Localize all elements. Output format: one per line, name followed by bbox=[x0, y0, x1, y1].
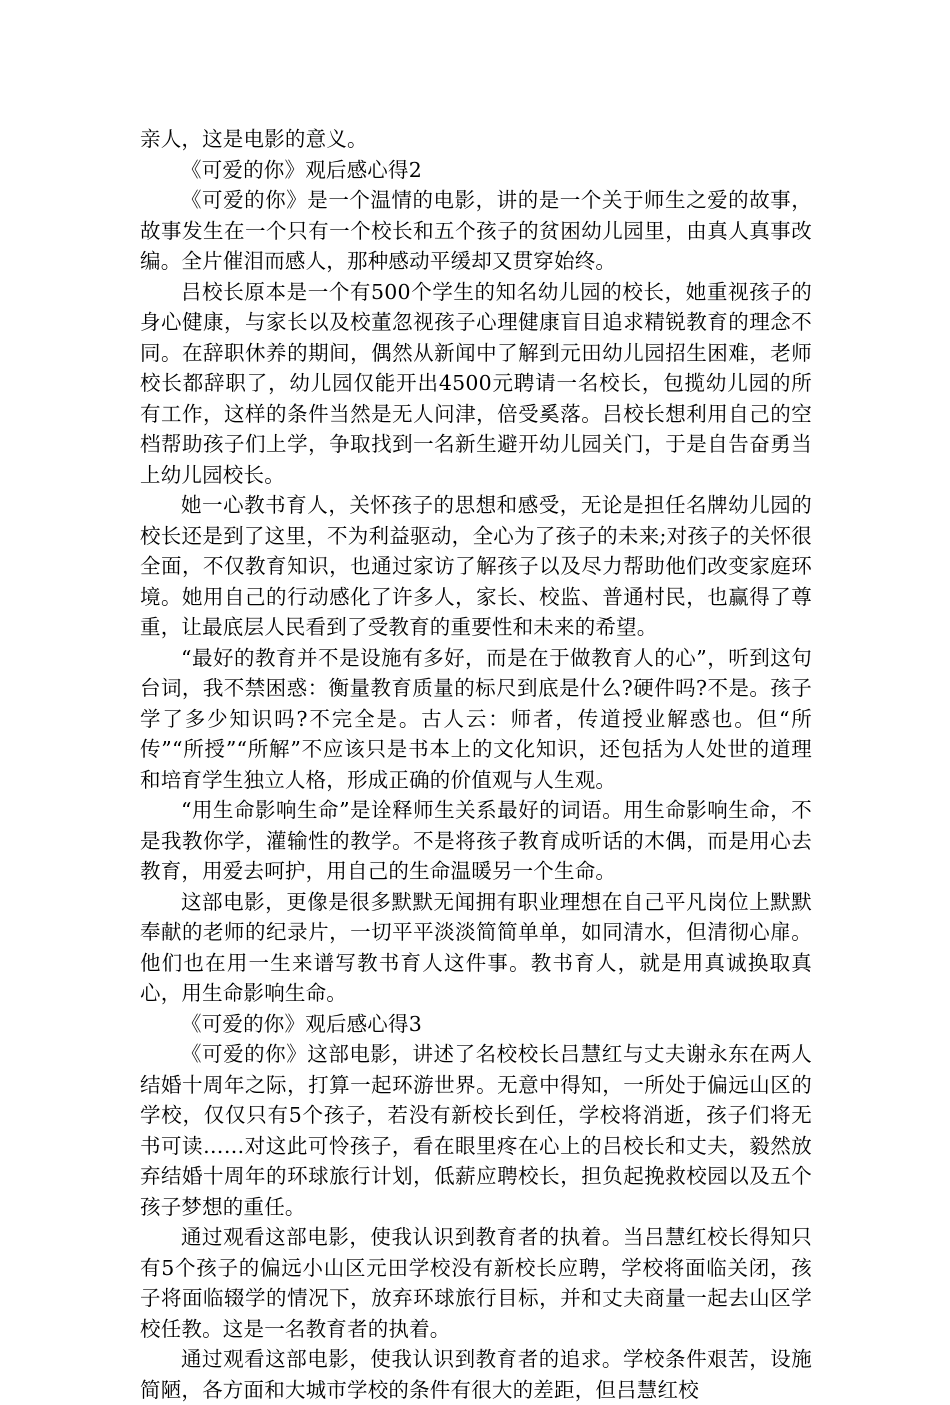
paragraph-1: 亲人，这是电影的意义。 bbox=[140, 127, 368, 151]
section-heading-3: 《可爱的你》观后感心得3 bbox=[181, 1011, 422, 1036]
document-body bbox=[140, 124, 812, 1405]
paragraph-4: 吕校长原本是一个有500个学生的知名幼儿园的校长，她重视孩子的身心健康，与家长以及校董忽视孩子心理健康盲目追求精锐教育的理念不同。在辞职休养的期间，偶然从新闻中了解到元田幼儿园招生困难，老师校长都辞职了，幼儿园仅能开出4500元聘请一名校长，包揽幼儿园的所有工作，这样的条件当然是无人问津，倍受奚落。吕校长想利用自己的空档帮助孩子们上学，争取找到一名新生避开幼儿园关门，于是自告奋勇当上幼儿园校长。 bbox=[140, 279, 812, 487]
paragraph-5: 她一心教书育人，关怀孩子的思想和感受，无论是担任名牌幼儿园的校长还是到了这里，不为利益驱动，全心为了孩子的未来;对孩子的关怀很全面，不仅教育知识，也通过家访了解孩子以及尽力帮助他们改变家庭环境。她用自己的行动感化了许多人，家长、校监、普通村民，也赢得了尊重，让最底层人民看到了受教育的重要性和未来的希望。 bbox=[140, 493, 812, 639]
paragraph-7: “用生命影响生命”是诠释师生关系最好的词语。用生命影响生命，不是我教你学，灌输性的教学。不是将孩子教育成听话的木偶，而是用心去教育，用爱去呵护，用自己的生命温暖另一个生命。 bbox=[140, 798, 812, 883]
paragraph-3: 《可爱的你》是一个温情的电影，讲的是一个关于师生之爱的故事，故事发生在一个只有一个校长和五个孩子的贫困幼儿园里，由真人真事改编。全片催泪而感人，那种感动平缓却又贯穿始终。 bbox=[140, 188, 812, 273]
paragraph-8: 这部电影，更像是很多默默无闻拥有职业理想在自己平凡岗位上默默奉献的老师的纪录片，一切平平淡淡简简单单，如同清水，但清彻心扉。他们也在用一生来谱写教书育人这件事。教书育人，就是用真诚换取真心，用生命影响生命。 bbox=[140, 889, 812, 1005]
paragraph-6: “最好的教育并不是设施有多好，而是在于做教育人的心”，听到这句台词，我不禁困惑：衡量教育质量的标尺到底是什么?硬件吗?不是。孩子学了多少知识吗?不完全是。古人云：师者，传道授业解惑也。但“所传”“所授”“所解”不应该只是书本上的文化知识，还包括为人处世的道理和培育学生独立人格，形成正确的价值观与人生观。 bbox=[140, 645, 812, 792]
paragraph-11: 通过观看这部电影，使我认识到教育者的执着。当吕慧红校长得知只有5个孩子的偏远小山区元田学校没有新校长应聘，学校将面临关闭，孩子将面临辍学的情况下，放弃环球旅行目标，并和丈夫商量一起去山区学校任教。这是一名教育者的执着。 bbox=[140, 1225, 812, 1341]
paragraph-12: 通过观看这部电影，使我认识到教育者的追求。学校条件艰苦，设施简陋，各方面和大城市学校的条件有很大的差距，但吕慧红校 bbox=[140, 1347, 812, 1402]
paragraph-10: 《可爱的你》这部电影，讲述了名校校长吕慧红与丈夫谢永东在两人结婚十周年之际，打算一起环游世界。无意中得知，一所处于偏远山区的学校，仅仅只有5个孩子，若没有新校长到任，学校将消逝，孩子们将无书可读……对这此可怜孩子，看在眼里疼在心上的吕校长和丈夫，毅然放弃结婚十周年的环球旅行计划，低薪应聘校长，担负起挽救校园以及五个孩子梦想的重任。 bbox=[140, 1042, 812, 1219]
section-heading-2: 《可爱的你》观后感心得2 bbox=[181, 157, 422, 182]
